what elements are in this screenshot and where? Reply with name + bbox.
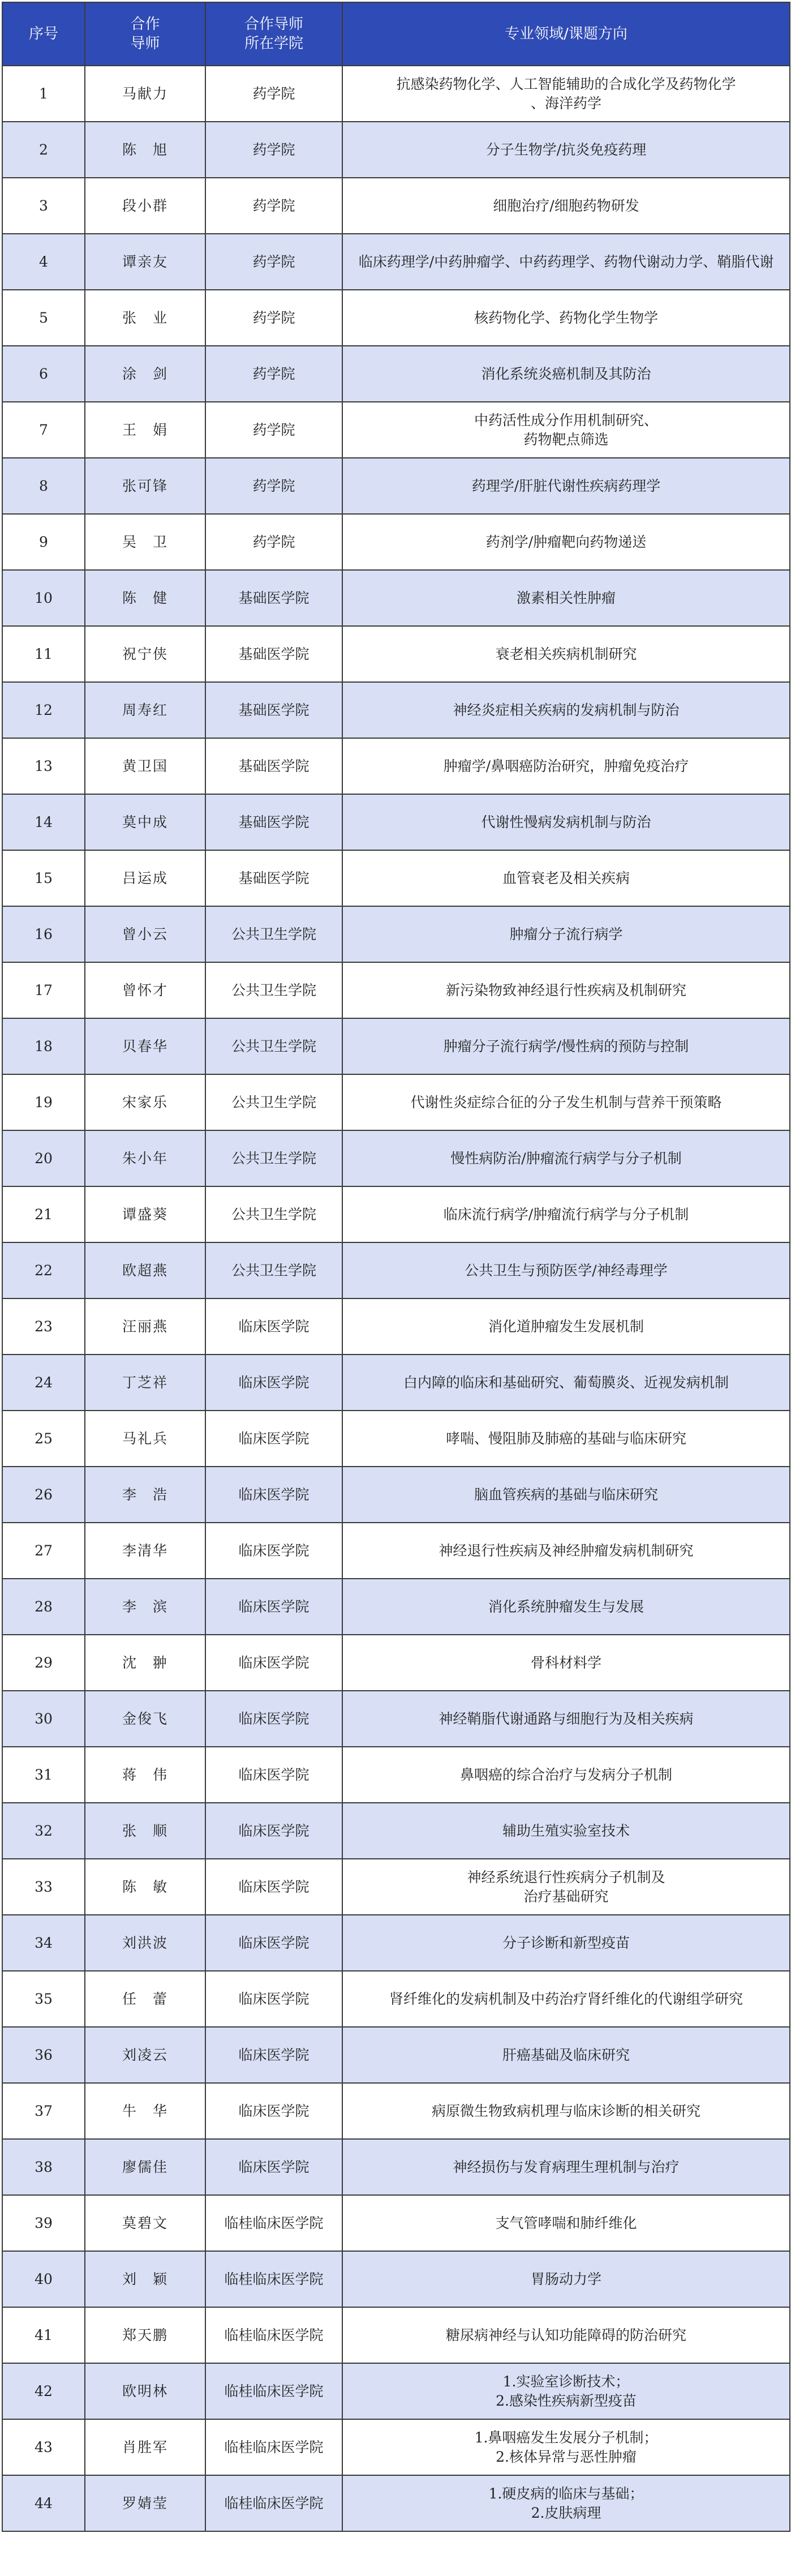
cell-college: 临床医学院 — [205, 1355, 342, 1411]
table-row — [2, 1186, 790, 1242]
table-row — [2, 2419, 790, 2475]
cell-college: 临床医学院 — [205, 1635, 342, 1691]
cell-advisor-name: 李 浩 — [85, 1467, 205, 1523]
cell-topic: 1.硬皮病的临床与基础； 2.皮肤病理 — [342, 2475, 790, 2531]
cell-college: 公共卫生学院 — [205, 906, 342, 962]
table-row — [2, 1467, 790, 1523]
cell-no: 4 — [2, 234, 85, 290]
table-row — [2, 1915, 790, 1971]
table-row — [2, 850, 790, 906]
cell-no: 1 — [2, 66, 85, 122]
cell-college: 基础医学院 — [205, 626, 342, 682]
cell-advisor-name: 汪丽燕 — [85, 1298, 205, 1355]
table-row — [2, 402, 790, 458]
cell-college: 公共卫生学院 — [205, 1242, 342, 1298]
cell-no: 13 — [2, 738, 85, 794]
table-row — [2, 1747, 790, 1803]
cell-advisor-name: 段小群 — [85, 178, 205, 234]
table-row — [2, 962, 790, 1018]
cell-no: 30 — [2, 1691, 85, 1747]
cell-advisor-name: 欧明林 — [85, 2363, 205, 2419]
cell-college: 临床医学院 — [205, 1915, 342, 1971]
cell-topic: 药剂学/肿瘤靶向药物递送 — [342, 514, 790, 570]
cell-no: 5 — [2, 290, 85, 346]
cell-topic: 消化道肿瘤发生发展机制 — [342, 1298, 790, 1355]
cell-no: 17 — [2, 962, 85, 1018]
cell-advisor-name: 李 滨 — [85, 1579, 205, 1635]
cell-college: 临床医学院 — [205, 1691, 342, 1747]
header-advisor: 合作 导师 — [85, 2, 205, 66]
header-college: 合作导师 所在学院 — [205, 2, 342, 66]
cell-advisor-name: 黄卫国 — [85, 738, 205, 794]
cell-college: 药学院 — [205, 178, 342, 234]
cell-topic: 神经炎症相关疾病的发病机制与防治 — [342, 682, 790, 738]
cell-topic: 白内障的临床和基础研究、葡萄膜炎、近视发病机制 — [342, 1355, 790, 1411]
cell-college: 临桂临床医学院 — [205, 2475, 342, 2531]
cell-topic: 新污染物致神经退行性疾病及机制研究 — [342, 962, 790, 1018]
cell-no: 9 — [2, 514, 85, 570]
cell-advisor-name: 马献力 — [85, 66, 205, 122]
table-row — [2, 1411, 790, 1467]
table-row — [2, 1579, 790, 1635]
cell-advisor-name: 张 顺 — [85, 1803, 205, 1859]
cell-no: 41 — [2, 2307, 85, 2363]
cell-college: 药学院 — [205, 402, 342, 458]
cell-topic: 代谢性慢病发病机制与防治 — [342, 794, 790, 850]
cell-college: 药学院 — [205, 346, 342, 402]
header-no: 序号 — [2, 2, 85, 66]
cell-college: 公共卫生学院 — [205, 962, 342, 1018]
cell-college: 公共卫生学院 — [205, 1074, 342, 1130]
cell-topic: 哮喘、慢阻肺及肺癌的基础与临床研究 — [342, 1411, 790, 1467]
cell-college: 基础医学院 — [205, 738, 342, 794]
cell-topic: 消化系统肿瘤发生与发展 — [342, 1579, 790, 1635]
cell-advisor-name: 李清华 — [85, 1523, 205, 1579]
cell-topic: 分子诊断和新型疫苗 — [342, 1915, 790, 1971]
cell-topic: 代谢性炎症综合征的分子发生机制与营养干预策略 — [342, 1074, 790, 1130]
cell-no: 16 — [2, 906, 85, 962]
table-row — [2, 1130, 790, 1186]
cell-no: 32 — [2, 1803, 85, 1859]
cell-topic: 消化系统炎癌机制及其防治 — [342, 346, 790, 402]
advisor-table — [2, 2, 790, 2532]
cell-topic: 慢性病防治/肿瘤流行病学与分子机制 — [342, 1130, 790, 1186]
cell-no: 7 — [2, 402, 85, 458]
cell-advisor-name: 涂 剑 — [85, 346, 205, 402]
cell-no: 42 — [2, 2363, 85, 2419]
cell-topic: 肾纤维化的发病机制及中药治疗肾纤维化的代谢组学研究 — [342, 1971, 790, 2027]
cell-no: 18 — [2, 1018, 85, 1074]
cell-college: 临桂临床医学院 — [205, 2363, 342, 2419]
cell-college: 临床医学院 — [205, 2139, 342, 2195]
table-row — [2, 1803, 790, 1859]
cell-advisor-name: 欧超燕 — [85, 1242, 205, 1298]
cell-topic: 肝癌基础及临床研究 — [342, 2027, 790, 2083]
cell-advisor-name: 陈 敏 — [85, 1859, 205, 1915]
cell-advisor-name: 丁芝祥 — [85, 1355, 205, 1411]
cell-topic: 神经系统退行性疾病分子机制及 治疗基础研究 — [342, 1859, 790, 1915]
cell-advisor-name: 刘凌云 — [85, 2027, 205, 2083]
table-row — [2, 2139, 790, 2195]
cell-topic: 胃肠动力学 — [342, 2251, 790, 2307]
cell-advisor-name: 陈 健 — [85, 570, 205, 626]
cell-topic: 抗感染药物化学、人工智能辅助的合成化学及药物化学 、海洋药学 — [342, 66, 790, 122]
cell-advisor-name: 贝春华 — [85, 1018, 205, 1074]
cell-topic: 辅助生殖实验室技术 — [342, 1803, 790, 1859]
table-row — [2, 2027, 790, 2083]
cell-college: 临桂临床医学院 — [205, 2251, 342, 2307]
cell-topic: 中药活性成分作用机制研究、 药物靶点筛选 — [342, 402, 790, 458]
cell-no: 36 — [2, 2027, 85, 2083]
cell-college: 临桂临床医学院 — [205, 2419, 342, 2475]
cell-advisor-name: 马礼兵 — [85, 1411, 205, 1467]
cell-college: 临床医学院 — [205, 2027, 342, 2083]
cell-no: 12 — [2, 682, 85, 738]
cell-topic: 1.鼻咽癌发生发展分子机制； 2.核体异常与恶性肿瘤 — [342, 2419, 790, 2475]
cell-topic: 神经退行性疾病及神经肿瘤发病机制研究 — [342, 1523, 790, 1579]
cell-advisor-name: 任 蕾 — [85, 1971, 205, 2027]
cell-advisor-name: 朱小年 — [85, 1130, 205, 1186]
cell-advisor-name: 宋家乐 — [85, 1074, 205, 1130]
cell-topic: 糖尿病神经与认知功能障碍的防治研究 — [342, 2307, 790, 2363]
cell-no: 2 — [2, 122, 85, 178]
cell-no: 23 — [2, 1298, 85, 1355]
cell-topic: 分子生物学/抗炎免疫药理 — [342, 122, 790, 178]
cell-college: 临桂临床医学院 — [205, 2195, 342, 2251]
cell-college: 基础医学院 — [205, 570, 342, 626]
cell-topic: 公共卫生与预防医学/神经毒理学 — [342, 1242, 790, 1298]
cell-no: 28 — [2, 1579, 85, 1635]
cell-no: 10 — [2, 570, 85, 626]
table-header-row — [2, 2, 790, 66]
table-row — [2, 178, 790, 234]
cell-topic: 肿瘤学/鼻咽癌防治研究，肿瘤免疫治疗 — [342, 738, 790, 794]
cell-college: 公共卫生学院 — [205, 1130, 342, 1186]
cell-advisor-name: 莫碧文 — [85, 2195, 205, 2251]
cell-no: 26 — [2, 1467, 85, 1523]
table-row — [2, 1523, 790, 1579]
cell-topic: 细胞治疗/细胞药物研发 — [342, 178, 790, 234]
table-row — [2, 1018, 790, 1074]
cell-no: 27 — [2, 1523, 85, 1579]
cell-college: 基础医学院 — [205, 850, 342, 906]
table-row — [2, 122, 790, 178]
cell-topic: 病原微生物致病机理与临床诊断的相关研究 — [342, 2083, 790, 2139]
cell-no: 8 — [2, 458, 85, 514]
cell-topic: 药理学/肝脏代谢性疾病药理学 — [342, 458, 790, 514]
cell-advisor-name: 谭亲友 — [85, 234, 205, 290]
cell-advisor-name: 吕运成 — [85, 850, 205, 906]
cell-college: 药学院 — [205, 514, 342, 570]
cell-topic: 衰老相关疾病机制研究 — [342, 626, 790, 682]
cell-no: 20 — [2, 1130, 85, 1186]
table-row — [2, 346, 790, 402]
table-row — [2, 1242, 790, 1298]
table-row — [2, 66, 790, 122]
table-row — [2, 1691, 790, 1747]
cell-no: 44 — [2, 2475, 85, 2531]
cell-college: 临床医学院 — [205, 1411, 342, 1467]
cell-advisor-name: 曾怀才 — [85, 962, 205, 1018]
cell-advisor-name: 张可锋 — [85, 458, 205, 514]
cell-no: 34 — [2, 1915, 85, 1971]
cell-no: 35 — [2, 1971, 85, 2027]
cell-no: 39 — [2, 2195, 85, 2251]
cell-advisor-name: 郑天鹏 — [85, 2307, 205, 2363]
cell-no: 14 — [2, 794, 85, 850]
table-row — [2, 2083, 790, 2139]
cell-advisor-name: 金俊飞 — [85, 1691, 205, 1747]
cell-advisor-name: 张 业 — [85, 290, 205, 346]
cell-no: 31 — [2, 1747, 85, 1803]
cell-topic: 1.实验室诊断技术； 2.感染性疾病新型疫苗 — [342, 2363, 790, 2419]
cell-advisor-name: 刘 颖 — [85, 2251, 205, 2307]
cell-college: 临桂临床医学院 — [205, 2307, 342, 2363]
cell-college: 临床医学院 — [205, 1859, 342, 1915]
cell-no: 11 — [2, 626, 85, 682]
table-row — [2, 1355, 790, 1411]
cell-college: 临床医学院 — [205, 1467, 342, 1523]
cell-college: 临床医学院 — [205, 1747, 342, 1803]
cell-college: 临床医学院 — [205, 1971, 342, 2027]
cell-college: 临床医学院 — [205, 1803, 342, 1859]
cell-college: 药学院 — [205, 122, 342, 178]
cell-topic: 激素相关性肿瘤 — [342, 570, 790, 626]
cell-college: 公共卫生学院 — [205, 1186, 342, 1242]
cell-no: 15 — [2, 850, 85, 906]
cell-no: 21 — [2, 1186, 85, 1242]
cell-topic: 脑血管疾病的基础与临床研究 — [342, 1467, 790, 1523]
cell-topic: 临床药理学/中药肿瘤学、中药药理学、药物代谢动力学、鞘脂代谢 — [342, 234, 790, 290]
table-row — [2, 2363, 790, 2419]
cell-advisor-name: 王 娟 — [85, 402, 205, 458]
cell-topic: 核药物化学、药物化学生物学 — [342, 290, 790, 346]
table-row — [2, 234, 790, 290]
cell-college: 临床医学院 — [205, 1523, 342, 1579]
table-row — [2, 1971, 790, 2027]
table-row — [2, 738, 790, 794]
table-row — [2, 458, 790, 514]
cell-advisor-name: 罗婧莹 — [85, 2475, 205, 2531]
cell-college: 药学院 — [205, 290, 342, 346]
cell-advisor-name: 周寿红 — [85, 682, 205, 738]
cell-advisor-name: 廖儒佳 — [85, 2139, 205, 2195]
cell-no: 3 — [2, 178, 85, 234]
cell-advisor-name: 刘洪波 — [85, 1915, 205, 1971]
table-row — [2, 906, 790, 962]
cell-topic: 神经损伤与发育病理生理机制与治疗 — [342, 2139, 790, 2195]
cell-advisor-name: 吴 卫 — [85, 514, 205, 570]
table-row — [2, 2195, 790, 2251]
table-row — [2, 570, 790, 626]
cell-topic: 支气管哮喘和肺纤维化 — [342, 2195, 790, 2251]
table-row — [2, 1859, 790, 1915]
cell-advisor-name: 谭盛葵 — [85, 1186, 205, 1242]
table-row — [2, 290, 790, 346]
cell-advisor-name: 莫中成 — [85, 794, 205, 850]
cell-college: 临床医学院 — [205, 1579, 342, 1635]
cell-advisor-name: 蒋 伟 — [85, 1747, 205, 1803]
cell-college: 药学院 — [205, 458, 342, 514]
cell-topic: 临床流行病学/肿瘤流行病学与分子机制 — [342, 1186, 790, 1242]
table-row — [2, 626, 790, 682]
cell-no: 43 — [2, 2419, 85, 2475]
table-row — [2, 2475, 790, 2531]
cell-no: 6 — [2, 346, 85, 402]
cell-college: 公共卫生学院 — [205, 1018, 342, 1074]
table-row — [2, 794, 790, 850]
cell-topic: 血管衰老及相关疾病 — [342, 850, 790, 906]
cell-topic: 鼻咽癌的综合治疗与发病分子机制 — [342, 1747, 790, 1803]
cell-college: 基础医学院 — [205, 682, 342, 738]
cell-no: 37 — [2, 2083, 85, 2139]
cell-advisor-name: 沈 翀 — [85, 1635, 205, 1691]
cell-college: 药学院 — [205, 234, 342, 290]
table-row — [2, 514, 790, 570]
cell-topic: 神经鞘脂代谢通路与细胞行为及相关疾病 — [342, 1691, 790, 1747]
table-row — [2, 1635, 790, 1691]
table-row — [2, 682, 790, 738]
cell-no: 29 — [2, 1635, 85, 1691]
table-row — [2, 2307, 790, 2363]
cell-no: 38 — [2, 2139, 85, 2195]
cell-advisor-name: 陈 旭 — [85, 122, 205, 178]
header-topic: 专业领域/课题方向 — [342, 2, 790, 66]
cell-advisor-name: 肖胜军 — [85, 2419, 205, 2475]
table-row — [2, 2251, 790, 2307]
cell-advisor-name: 祝宁侠 — [85, 626, 205, 682]
cell-no: 22 — [2, 1242, 85, 1298]
cell-topic: 骨科材料学 — [342, 1635, 790, 1691]
cell-college: 药学院 — [205, 66, 342, 122]
cell-college: 临床医学院 — [205, 2083, 342, 2139]
cell-advisor-name: 曾小云 — [85, 906, 205, 962]
cell-no: 40 — [2, 2251, 85, 2307]
cell-topic: 肿瘤分子流行病学/慢性病的预防与控制 — [342, 1018, 790, 1074]
table-row — [2, 1298, 790, 1355]
table-row — [2, 1074, 790, 1130]
cell-no: 19 — [2, 1074, 85, 1130]
cell-no: 24 — [2, 1355, 85, 1411]
cell-college: 基础医学院 — [205, 794, 342, 850]
cell-advisor-name: 牛 华 — [85, 2083, 205, 2139]
cell-no: 33 — [2, 1859, 85, 1915]
cell-no: 25 — [2, 1411, 85, 1467]
cell-college: 临床医学院 — [205, 1298, 342, 1355]
cell-topic: 肿瘤分子流行病学 — [342, 906, 790, 962]
